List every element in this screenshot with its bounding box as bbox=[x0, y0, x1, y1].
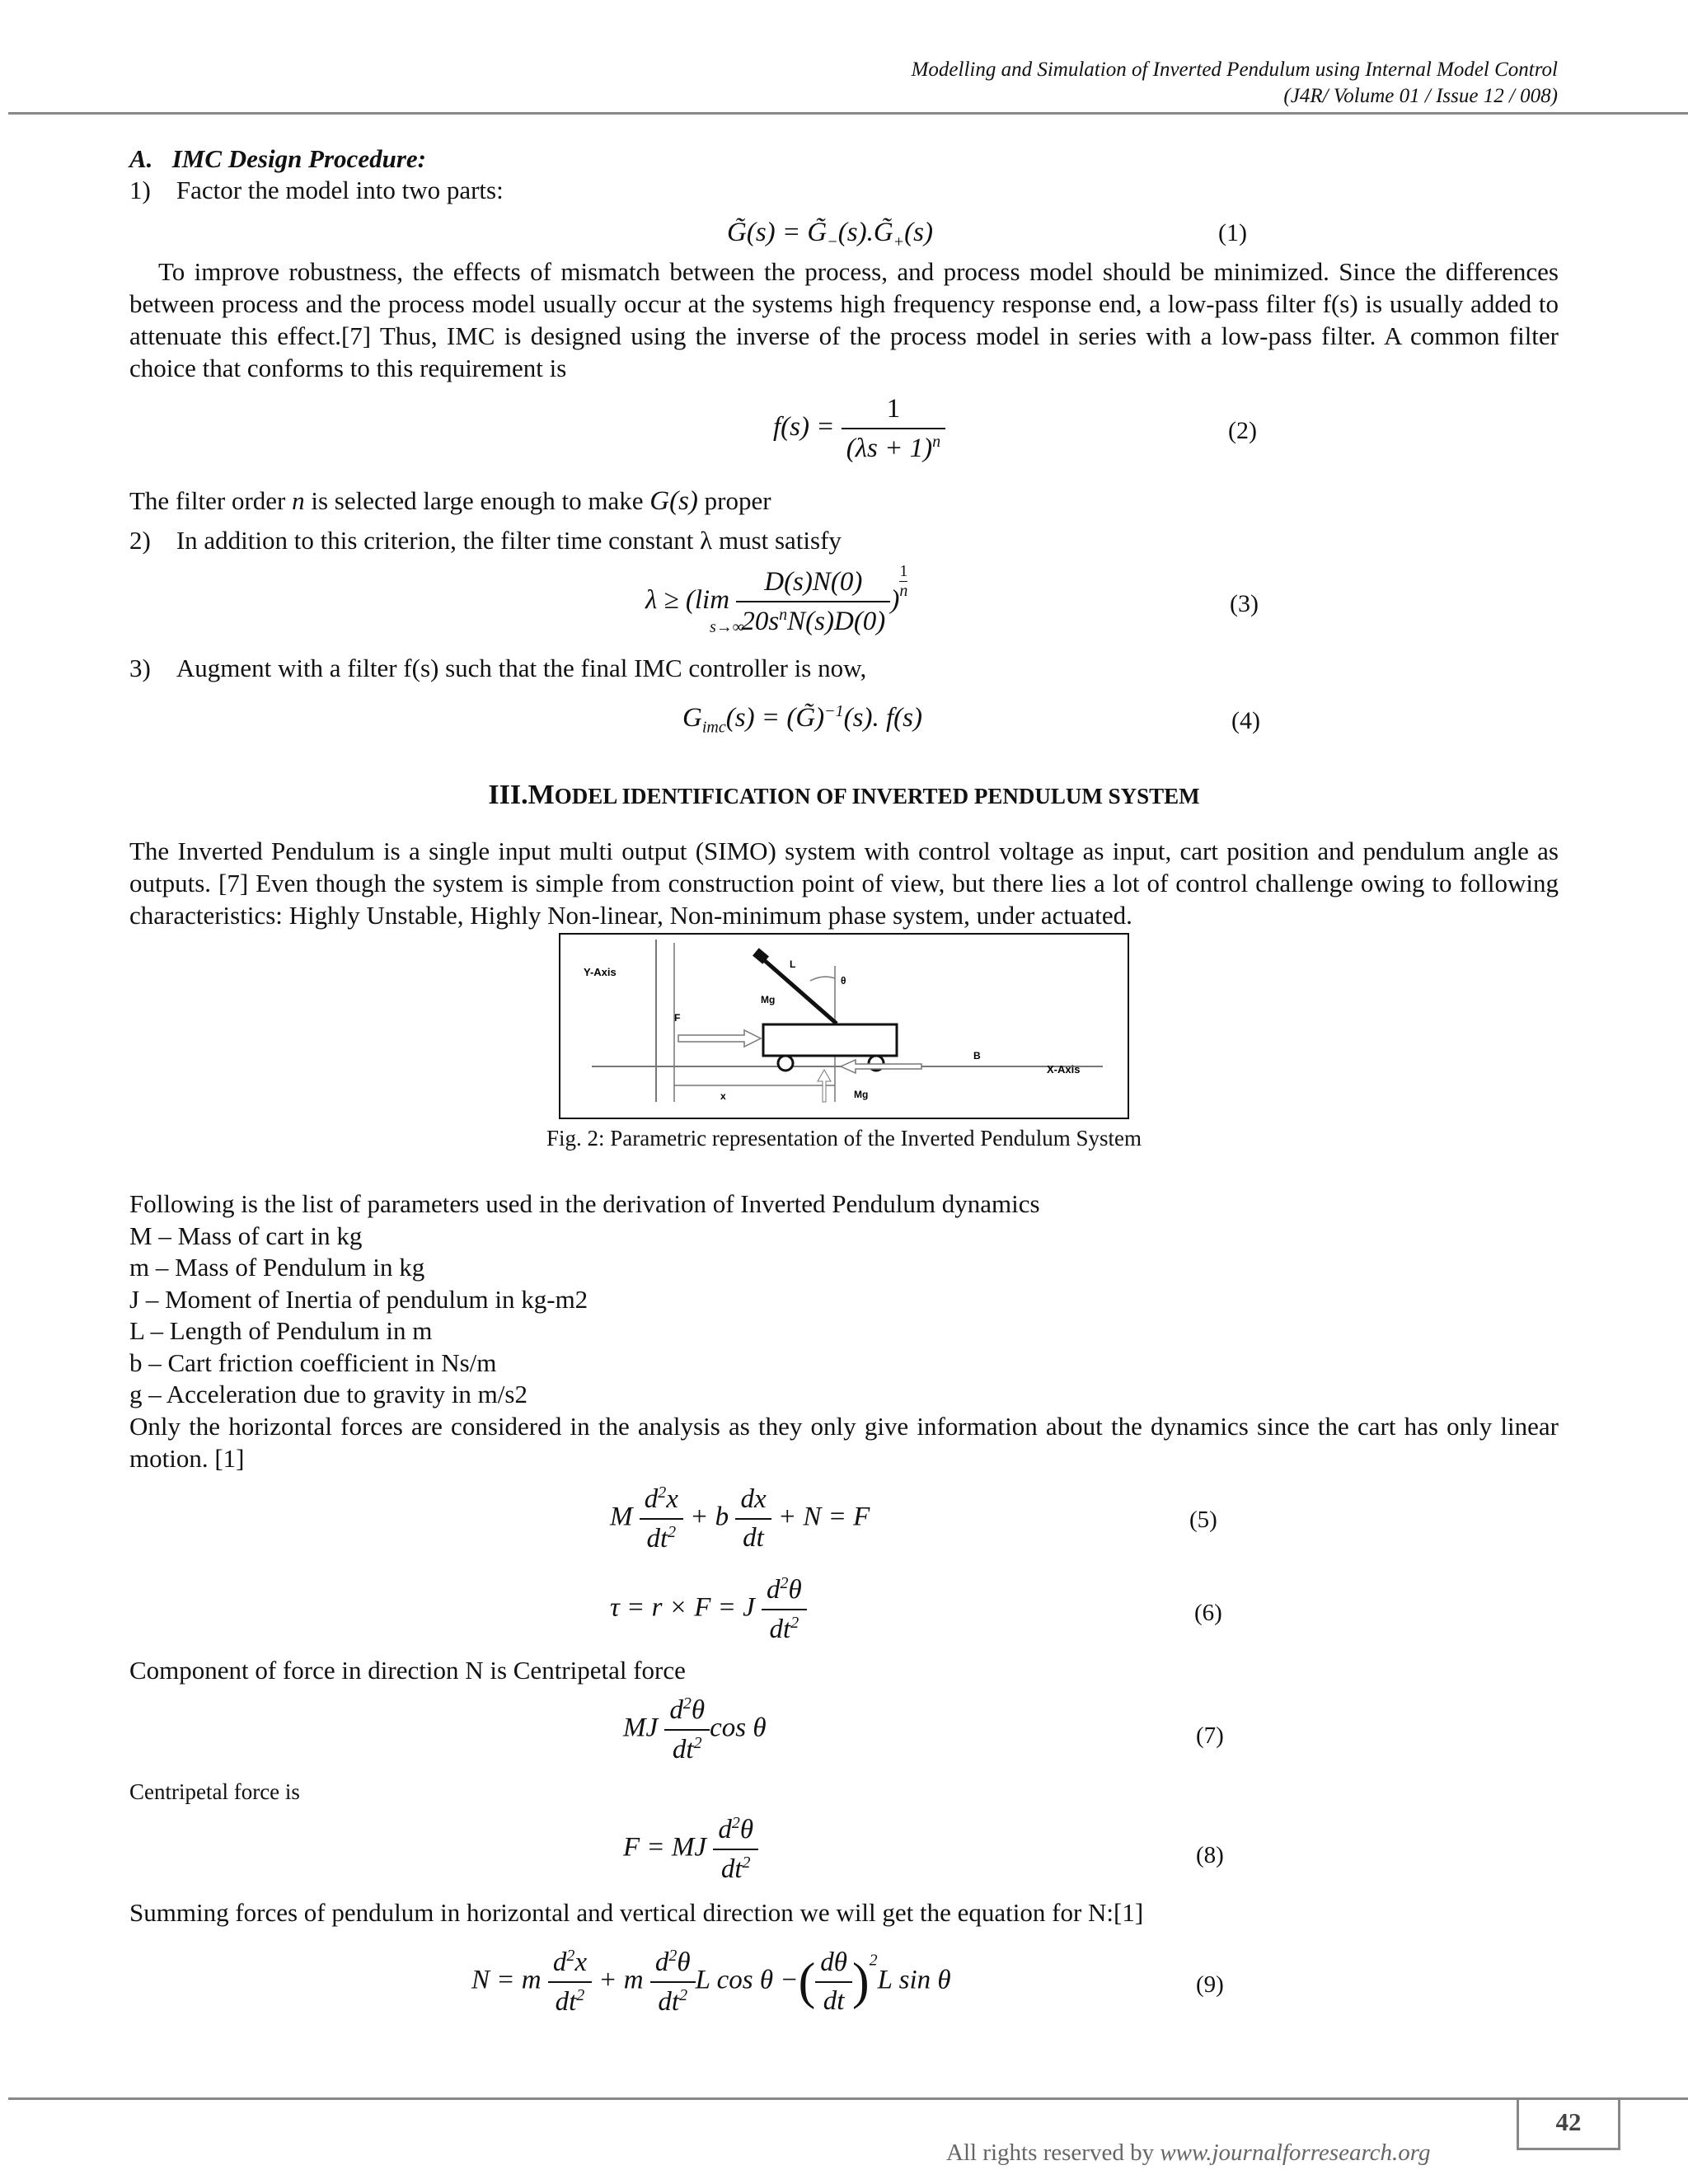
section-3-title-rest: ODEL IDENTIFICATION OF INVERTED PENDULUM SYSTEM bbox=[554, 784, 1200, 808]
param-item: m – Mass of Pendulum in kg bbox=[129, 1253, 425, 1282]
step-2: 2) In addition to this criterion, the filter time constant λ must satisfy bbox=[129, 526, 842, 555]
equation-8-number: (8) bbox=[1196, 1842, 1224, 1868]
equation-3-number: (3) bbox=[1230, 590, 1259, 617]
figure-caption: Fig. 2: Parametric representation of the Inverted Pendulum System bbox=[546, 1126, 1142, 1151]
paragraph-simo: The Inverted Pendulum is a single input multi output (SIMO) system with control voltage as input, cart position and pendulum angle as outputs. [7] Even though the system is simple from construction point of view, but there lies a lot of control challenge owing to following characteristics: Highly Unstable, Highly Non-linear, Non-minimum phase system, under actuated. bbox=[129, 837, 1559, 930]
filter-order-pre: The filter order bbox=[129, 486, 286, 515]
equation-3: λ ≥ (lim s→∞ $\frac{D(s)N(0)}{20s^nN(s)D(0)}$ ) $\frac{1}{n}$ bbox=[645, 562, 908, 636]
step-3: 3) Augment with a filter f(s) such that the final IMC controller is now, bbox=[129, 654, 867, 682]
x-axis-label: X-Axis bbox=[1047, 1063, 1081, 1076]
param-item: M – Mass of cart in kg bbox=[129, 1221, 363, 1250]
y-axis-label: Y-Axis bbox=[584, 966, 617, 978]
section-3-numeral: III. bbox=[488, 780, 528, 810]
header-rule bbox=[8, 112, 1688, 115]
equation-1: G̃(s) = $G̃_-(s).G̃_+(s)$ bbox=[727, 218, 933, 251]
equation-9-number: (9) bbox=[1196, 1971, 1224, 1998]
param-item: g – Acceleration due to gravity in m/s2 bbox=[129, 1380, 528, 1408]
equation-4-number: (4) bbox=[1231, 707, 1260, 734]
label-B: B bbox=[973, 1050, 981, 1062]
footer-rule bbox=[8, 2097, 1688, 2100]
label-mg-top: Mg bbox=[761, 994, 776, 1005]
footer-rights: All rights reserved by bbox=[946, 2139, 1160, 2166]
running-header-issue: (J4R/ Volume 01 / Issue 12 / 008) bbox=[1283, 85, 1558, 107]
section-a-title: IMC Design Procedure: bbox=[171, 144, 426, 173]
label-L: L bbox=[790, 958, 796, 970]
equation-6: τ = r × F = J $\frac{d^2\theta}{dt^2}$ bbox=[610, 1574, 807, 1645]
equation-1-number: (1) bbox=[1218, 219, 1247, 246]
equation-7: MJ $\frac{d^2\theta}{dt^2}$ cos θ bbox=[623, 1694, 767, 1765]
centripetal-text: Centripetal force is bbox=[129, 1779, 300, 1804]
footer-copyright bbox=[946, 2139, 1431, 2167]
param-item: L – Length of Pendulum in m bbox=[129, 1316, 433, 1345]
footer-site-link[interactable]: www.journalforresearch.org bbox=[1160, 2139, 1431, 2166]
equation-5: M $\frac{d^2x}{dt^2}$ + b $\frac{dx}{dt}$ + N = F bbox=[610, 1483, 870, 1554]
label-theta: θ bbox=[841, 975, 846, 987]
label-x: x bbox=[720, 1090, 726, 1102]
section-a-heading bbox=[129, 143, 426, 175]
equation-7-number: (7) bbox=[1196, 1722, 1224, 1749]
label-F: F bbox=[674, 1012, 681, 1024]
param-item: J – Moment of Inertia of pendulum in kg-m2 bbox=[129, 1285, 588, 1314]
figure-inverted-pendulum bbox=[559, 933, 1129, 1119]
param-item: b – Cart friction coefficient in Ns/m bbox=[129, 1348, 497, 1377]
section-3-heading bbox=[0, 780, 1688, 811]
equation-2: f(s) = $\frac{1}{(\lambda s + 1)^n}$ bbox=[773, 394, 945, 464]
equation-6-number: (6) bbox=[1194, 1600, 1222, 1626]
section-a-label: A. bbox=[129, 144, 153, 173]
figure-svg bbox=[559, 933, 1129, 1119]
paragraph-horizontal-forces: Only the horizontal forces are considered in the analysis as they only give information about the dynamics since the cart has only linear motion. [1] bbox=[129, 1412, 1559, 1473]
running-header-title: Modelling and Simulation of Inverted Pendulum using Internal Model Control bbox=[911, 59, 1558, 81]
label-mg-bottom: Mg bbox=[854, 1089, 869, 1100]
equation-8: F = MJ $\frac{d^2\theta}{dt^2}$ bbox=[623, 1814, 758, 1885]
cart-wheel-left bbox=[778, 1056, 793, 1071]
equation-9: N = m $\frac{d^2x}{dt^2}$ + m $\frac{d^2\theta}{dt^2}$ L cos θ −( $\frac{d\theta}{dt}$ )$^2$L sin θ bbox=[471, 1947, 951, 2017]
filter-order-line: The filter order n is selected large enough to make G(s) proper bbox=[129, 486, 771, 516]
section-3-title-initial: M bbox=[528, 780, 555, 810]
step-1: 1) Factor the model into two parts: bbox=[129, 176, 504, 204]
filter-order-post: proper bbox=[704, 486, 771, 515]
page-number: 42 bbox=[1517, 2098, 1620, 2150]
equation-2-number: (2) bbox=[1228, 417, 1257, 444]
equation-4: $G_{imc}(s)$ = (G̃)$^{-1}$(s). f(s) bbox=[682, 702, 922, 737]
paragraph-robustness: To improve robustness, the effects of mismatch between the process, and process model should be minimized. Since the differences between process and the process model usually occur at the systems high frequency response end, a low-pass filter f(s) is usually added to attenuate this effect.[7] Thus, IMC is designed using the inverse of the process model in series with a low-pass filter. A common filter choice that conforms to this requirement is bbox=[129, 257, 1559, 382]
equation-5-number: (5) bbox=[1189, 1507, 1217, 1533]
params-intro: Following is the list of parameters used in the derivation of Inverted Pendulum dynamics bbox=[129, 1189, 1040, 1218]
filter-order-n: n bbox=[292, 486, 305, 515]
filter-order-mid: is selected large enough to make bbox=[311, 486, 644, 515]
component-text: Component of force in direction N is Centripetal force bbox=[129, 1656, 686, 1685]
cart-body bbox=[763, 1024, 897, 1056]
summing-text: Summing forces of pendulum in horizontal and vertical direction we will get the equation for N:[1] bbox=[129, 1898, 1144, 1927]
